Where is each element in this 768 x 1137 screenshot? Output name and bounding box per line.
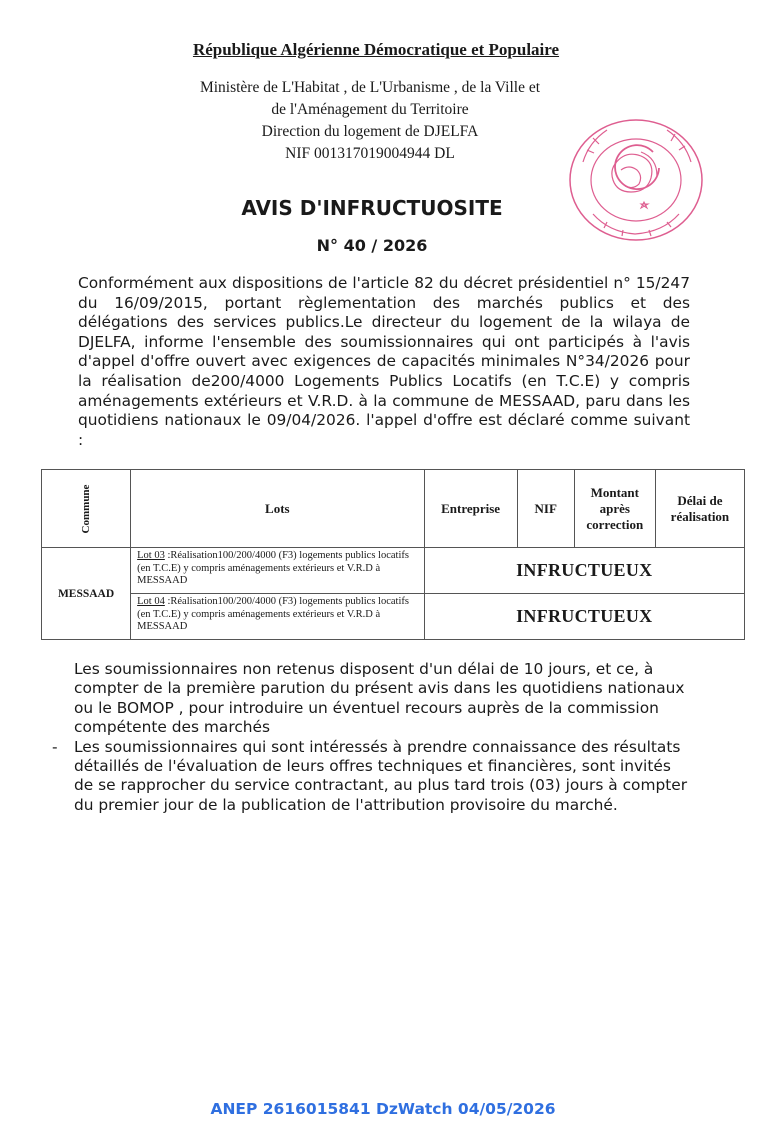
- dash-marker: -: [52, 737, 58, 756]
- nif-line: NIF 001317019004944 DL: [285, 145, 455, 162]
- publication-footer: ANEP 2616015841 DzWatch 04/05/2026: [210, 1100, 556, 1118]
- resultats-paragraph: - Les soumissionnaires qui sont intéressés à prendre connaissance des résultats détaillés de l'évaluation de leurs offres techniques et financières, sont invités de se rapprocher du service contractant, au plus tard trois (03) jours à compter du premier jour de la publication de l'attribution provisoire du marché.: [52, 737, 688, 814]
- lot-ref: Lot 04: [137, 596, 165, 607]
- official-seal-icon: [563, 112, 708, 247]
- header-lots: Lots: [131, 470, 424, 548]
- status-cell: INFRUCTUEUX: [424, 594, 744, 640]
- table-row: [42, 548, 745, 594]
- header-delai: Délai de réalisation: [655, 470, 744, 548]
- intro-paragraph: Conformément aux dispositions de l'article 82 du décret présidentiel n° 15/247 du 16/09/2015, portant règlementation des marchés publics et des délégations des services publics.Le directeur du logement de la wilaya de DJELFA, informe l'ensemble des soumissionnaires qui ont participés à l'avis d'appel d'offre ouvert avec exigences de capacités minimales N°34/2026 pour la réalisation de200/4000 Logements Publics Locatifs (en T.C.E) y compris aménagements extérieurs et V.R.D. à la commune de MESSAAD, paru dans les quotidiens nationaux le 09/04/2026. l'appel d'offre est déclaré comme suivant :: [78, 274, 690, 449]
- lot-description: :Réalisation100/200/4000 (F3) logements publics locatifs (en T.C.E) y compris aménagements extérieurs et V.R.D à MESSAAD: [137, 596, 409, 632]
- header-nif: NIF: [517, 470, 574, 548]
- recours-paragraph: Les soumissionnaires non retenus disposent d'un délai de 10 jours, et ce, à compter de la première parution du présent avis dans les quotidiens nationaux ou le BOMOP , pour introduire un éventuel recours auprès de la commission compétente des marchés: [74, 660, 685, 737]
- lot-cell: [131, 548, 424, 594]
- table-header-row: [42, 470, 745, 548]
- lot-ref: Lot 03: [137, 550, 165, 561]
- header-montant: Montant après correction: [574, 470, 655, 548]
- conditions-block: [52, 660, 692, 815]
- lot-description: :Réalisation100/200/4000 (F3) logements publics locatifs (en T.C.E) y compris aménagements extérieurs et V.R.D à MESSAAD: [137, 550, 409, 586]
- ministry-block: [140, 77, 600, 165]
- notice-title: AVIS D'INFRUCTUOSITE: [241, 196, 503, 220]
- results-table: [41, 469, 745, 640]
- header-entreprise: Entreprise: [424, 470, 517, 548]
- ministry-line-2: de l'Aménagement du Territoire: [271, 101, 469, 118]
- direction-line: Direction du logement de DJELFA: [261, 123, 479, 140]
- lot-cell: [131, 594, 424, 640]
- notice-number: N° 40 / 2026: [316, 236, 428, 255]
- status-cell: INFRUCTUEUX: [424, 548, 744, 594]
- table-row: [42, 594, 745, 640]
- republic-heading: République Algérienne Démocratique et Populaire: [192, 40, 560, 59]
- commune-cell: MESSAAD: [42, 548, 131, 640]
- ministry-line-1: Ministère de L'Habitat , de L'Urbanisme , de la Ville et: [199, 79, 541, 96]
- header-commune: Commune: [42, 470, 131, 548]
